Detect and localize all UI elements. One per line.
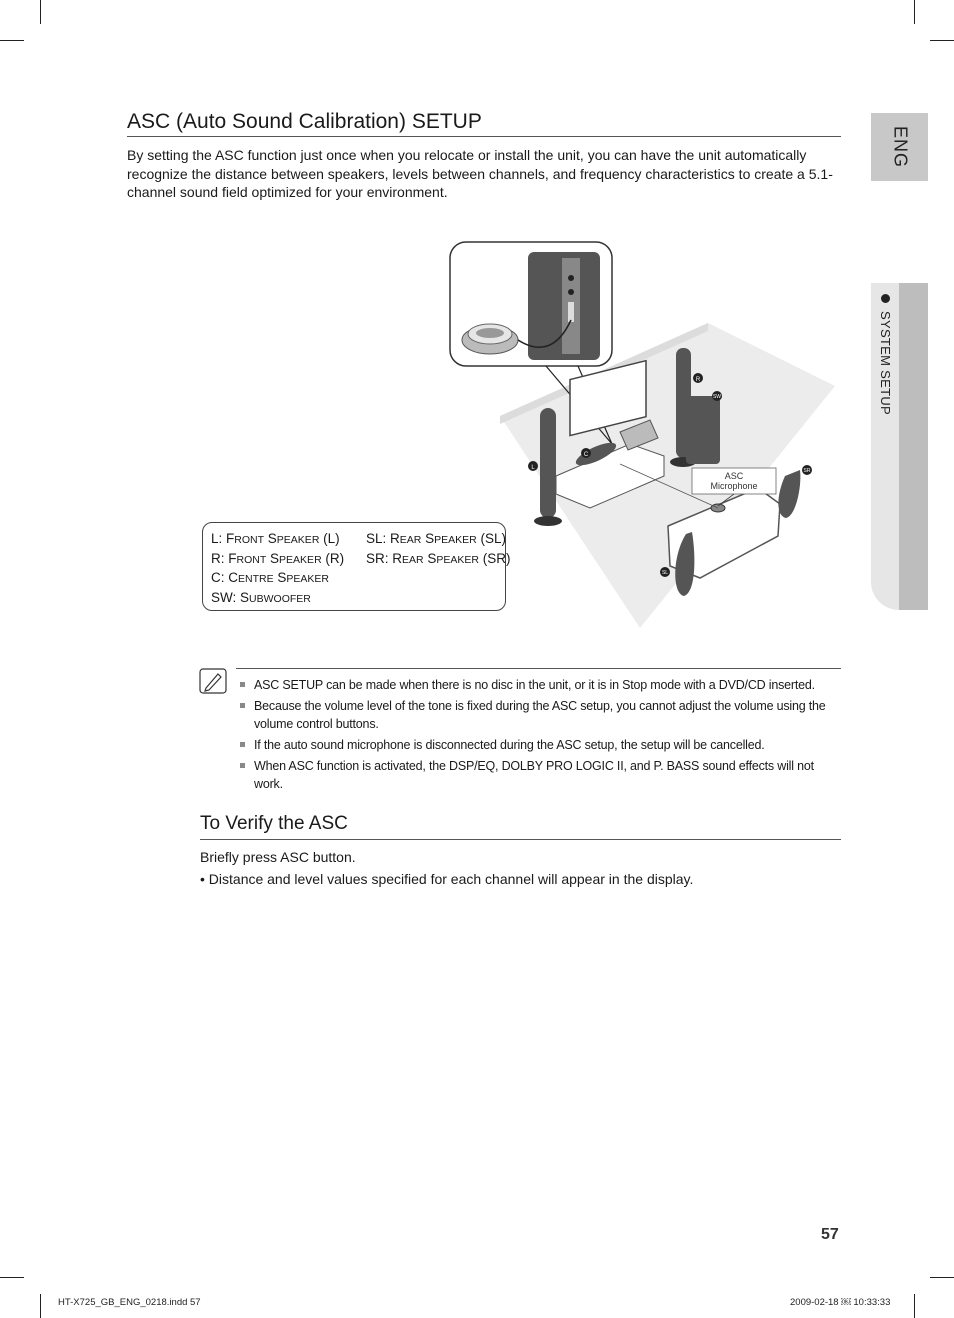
notes-list — [240, 676, 840, 796]
note-pencil-icon — [199, 668, 227, 694]
legend-row: SL: REAR SPEAKER (SL) — [366, 531, 507, 546]
intro-paragraph: By setting the ASC function just once when you relocate or install the unit, you can have the unit automatically recognize the distance between speakers, levels between channels, and frequency characteristics to create a 5.1-channel sound field optimized for your environment. — [127, 147, 833, 200]
crop-mark — [914, 0, 915, 24]
note-item: When ASC function is activated, the DSP/EQ, DOLBY PRO LOGIC II, and P. BASS sound effects will not work. — [240, 757, 840, 793]
badge-r: R — [695, 377, 701, 383]
section-tab-label: SYSTEM SETUP — [878, 311, 893, 416]
front-left-speaker-icon — [540, 408, 556, 518]
subwoofer-icon — [686, 396, 720, 464]
legend-row: L: FRONT SPEAKER (L) — [211, 531, 340, 546]
footer-file-info: HT-X725_GB_ENG_0218.indd 57 — [58, 1297, 201, 1308]
badge-sl: SL — [661, 570, 669, 576]
square-bullet-icon — [240, 682, 245, 687]
legend-row: SW: SUBWOOFER — [211, 589, 311, 605]
square-bullet-icon — [240, 703, 245, 708]
badge-sw: SW — [712, 394, 722, 400]
language-tab — [871, 113, 928, 181]
crop-mark — [0, 40, 24, 41]
asc-microphone-label-line2: Microphone — [710, 481, 758, 491]
legend-row: SR: REAR SPEAKER (SR) — [366, 550, 511, 566]
badge-c: C — [583, 452, 589, 458]
section-tab-strip — [899, 283, 928, 610]
asc-microphone-label-line1: ASC — [724, 471, 744, 481]
verify-bullet: • Distance and level values specified for each channel will appear in the display. — [200, 871, 694, 887]
bullet-dot-icon — [881, 294, 890, 303]
badge-sr: SR — [803, 468, 811, 474]
crop-mark — [40, 1294, 41, 1318]
note-item: ASC SETUP can be made when there is no disc in the unit, or it is in Stop mode with a DVD/CD inserted. — [240, 676, 840, 694]
asc-key-label: ASC — [280, 849, 309, 865]
note-item: If the auto sound microphone is disconnected during the ASC setup, the setup will be cancelled. — [240, 736, 840, 754]
rear-right-speaker-icon — [778, 470, 800, 518]
crop-mark — [0, 1277, 24, 1278]
crop-mark — [914, 1294, 915, 1318]
language-tab-label: ENG — [890, 125, 910, 169]
legend-row: C: CENTRE SPEAKER — [211, 570, 329, 585]
page-title: ASC (Auto Sound Calibration) SETUP — [127, 109, 841, 137]
crop-mark — [930, 1277, 954, 1278]
square-bullet-icon — [240, 742, 245, 747]
badge-l: L — [531, 465, 535, 471]
speaker-legend — [202, 522, 511, 611]
notes-divider — [236, 668, 841, 669]
crop-mark — [930, 40, 954, 41]
note-item: Because the volume level of the tone is fixed during the ASC setup, you cannot adjust the volume using the volume control buttons. — [240, 697, 840, 733]
page-number: 57 — [821, 1226, 839, 1243]
legend-row: R: FRONT SPEAKER (R) — [211, 550, 345, 566]
crop-mark — [40, 0, 41, 24]
footer-timestamp: 2009-02-18 ￼ 10:33:33 — [790, 1297, 891, 1308]
verify-heading: To Verify the ASC — [200, 812, 841, 840]
square-bullet-icon — [240, 763, 245, 768]
verify-instruction: Briefly press ASC button. — [200, 849, 356, 865]
